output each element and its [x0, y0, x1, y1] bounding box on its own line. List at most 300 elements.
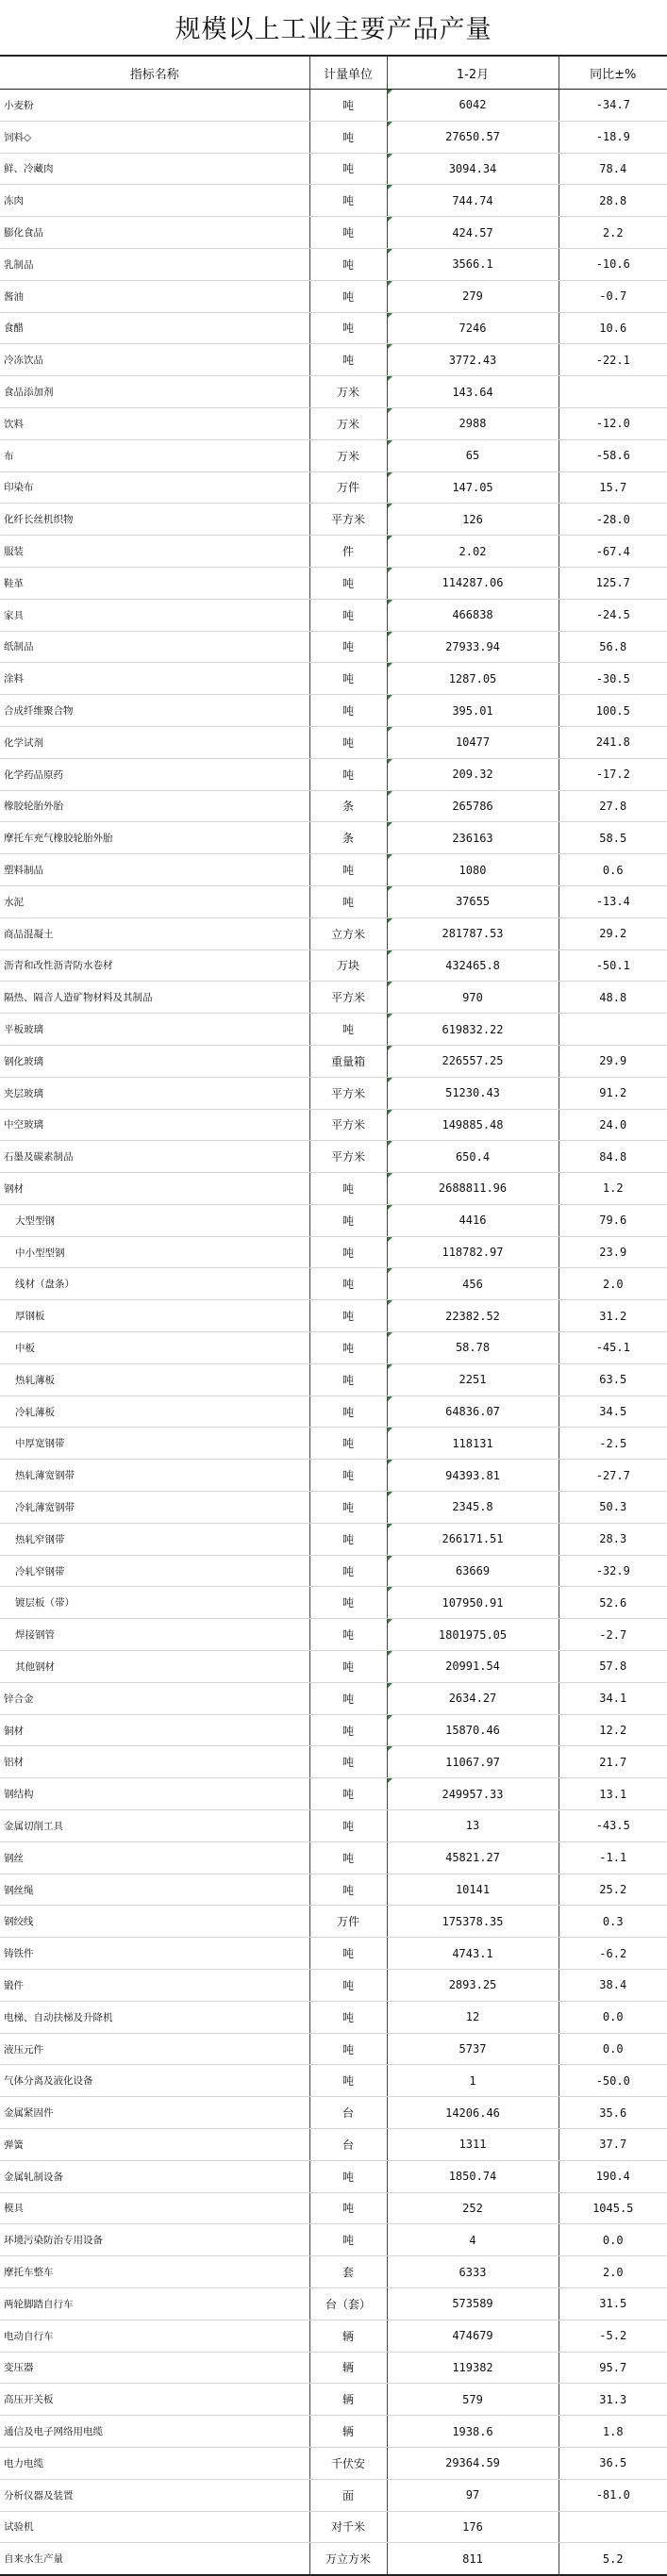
row-unit: 吨: [309, 217, 387, 249]
cell-corner-marker: [388, 249, 392, 254]
row-unit: 吨: [309, 1363, 387, 1395]
row-value: 27650.57: [387, 121, 559, 153]
row-yoy: 13.1: [559, 1778, 667, 1810]
table-row: [0, 1236, 667, 1268]
row-unit: 吨: [309, 153, 387, 185]
row-yoy: 5.2: [559, 2543, 667, 2575]
cell-corner-marker: [388, 1492, 392, 1496]
row-unit: 吨: [309, 1268, 387, 1300]
row-name: 冷轧薄宽钢带: [0, 1492, 309, 1524]
row-yoy: -28.0: [559, 504, 667, 536]
row-value: 424.57: [387, 217, 559, 249]
row-yoy: -12.0: [559, 407, 667, 439]
row-name: 试验机: [0, 2511, 309, 2543]
row-unit: 吨: [309, 2224, 387, 2256]
row-unit: 吨: [309, 663, 387, 695]
table-row: [0, 822, 667, 854]
row-yoy: -81.0: [559, 2479, 667, 2511]
table-row: [0, 2384, 667, 2416]
row-yoy: 0.0: [559, 2001, 667, 2033]
row-value: 2345.8: [387, 1492, 559, 1524]
row-value: 114287.06: [387, 567, 559, 599]
row-yoy: 63.5: [559, 1363, 667, 1395]
row-value: 126: [387, 504, 559, 536]
row-value: 175378.35: [387, 1906, 559, 1938]
table-row: [0, 344, 667, 376]
row-yoy: 0.6: [559, 854, 667, 886]
row-yoy: -1.1: [559, 1841, 667, 1874]
table-row: [0, 121, 667, 153]
row-yoy: 27.8: [559, 790, 667, 822]
row-unit: 吨: [309, 1970, 387, 2002]
row-name: 平板玻璃: [0, 1014, 309, 1046]
cell-corner-marker: [388, 1173, 392, 1178]
row-unit: 吨: [309, 1428, 387, 1460]
table-row: [0, 217, 667, 249]
table-row: [0, 1363, 667, 1395]
row-unit: 万立方米: [309, 2543, 387, 2575]
row-unit: 台: [309, 2097, 387, 2129]
row-yoy: -2.5: [559, 1428, 667, 1460]
row-unit: 吨: [309, 2160, 387, 2192]
row-name: 环境污染防治专用设备: [0, 2224, 309, 2256]
row-yoy: 0.0: [559, 2224, 667, 2256]
row-name: 模具: [0, 2192, 309, 2224]
row-unit: 平方米: [309, 1141, 387, 1173]
row-name: 中小型型钢: [0, 1236, 309, 1268]
row-unit: 吨: [309, 1014, 387, 1046]
row-value: 456: [387, 1268, 559, 1300]
row-name: 金属切削工具: [0, 1810, 309, 1842]
row-yoy: [559, 1014, 667, 1046]
row-name: 弹簧: [0, 2129, 309, 2161]
cell-corner-marker: [388, 1141, 392, 1146]
row-unit: 件: [309, 536, 387, 568]
row-yoy: -43.5: [559, 1810, 667, 1842]
cell-corner-marker: [388, 217, 392, 222]
table-row: [0, 407, 667, 439]
table-row: [0, 726, 667, 758]
row-name: 镀层板（带）: [0, 1587, 309, 1619]
row-value: 45821.27: [387, 1841, 559, 1874]
row-name: 锌合金: [0, 1682, 309, 1714]
cell-corner-marker: [388, 440, 392, 445]
row-name: 小麦粉: [0, 90, 309, 122]
row-yoy: 78.4: [559, 153, 667, 185]
row-yoy: 35.6: [559, 2097, 667, 2129]
row-unit: 吨: [309, 2192, 387, 2224]
table-row: [0, 280, 667, 312]
row-yoy: 2.0: [559, 1268, 667, 1300]
table-row: [0, 854, 667, 886]
table-row: [0, 1555, 667, 1587]
cell-corner-marker: [388, 1460, 392, 1464]
cell-corner-marker: [388, 1014, 392, 1018]
row-name: 气体分离及液化设备: [0, 2065, 309, 2097]
table-row: [0, 1268, 667, 1300]
row-unit: 吨: [309, 1619, 387, 1651]
cell-corner-marker: [388, 1110, 392, 1115]
table-row: [0, 2129, 667, 2161]
table-row: [0, 1300, 667, 1332]
row-value: 1080: [387, 854, 559, 886]
table-row: [0, 599, 667, 631]
row-name: 热轧窄钢带: [0, 1523, 309, 1555]
row-yoy: -45.1: [559, 1332, 667, 1364]
row-unit: 辆: [309, 2416, 387, 2448]
row-unit: 吨: [309, 1555, 387, 1587]
page-title: 规模以上工业主要产品产量: [175, 15, 492, 44]
row-unit: 套: [309, 2256, 387, 2288]
table-row: [0, 248, 667, 280]
row-value: 63669: [387, 1555, 559, 1587]
row-unit: 吨: [309, 599, 387, 631]
row-name: 合成纤维聚合物: [0, 695, 309, 727]
row-yoy: 31.5: [559, 2287, 667, 2320]
table-row: [0, 1619, 667, 1651]
cell-corner-marker: [388, 1046, 392, 1050]
cell-corner-marker: [388, 727, 392, 732]
row-name: 家具: [0, 599, 309, 631]
row-unit: 辆: [309, 2352, 387, 2384]
row-unit: 吨: [309, 1236, 387, 1268]
row-value: 176: [387, 2511, 559, 2543]
cell-corner-marker: [388, 1364, 392, 1369]
cell-corner-marker: [388, 154, 392, 158]
row-name: 印染布: [0, 471, 309, 504]
row-name: 金属轧制设备: [0, 2160, 309, 2192]
row-value: 2688811.96: [387, 1173, 559, 1205]
row-unit: 重量箱: [309, 1045, 387, 1077]
row-yoy: 241.8: [559, 726, 667, 758]
cell-corner-marker: [388, 344, 392, 349]
row-yoy: -17.2: [559, 758, 667, 790]
row-yoy: 2.0: [559, 2256, 667, 2288]
row-unit: 万块: [309, 949, 387, 982]
row-name: 焊接钢管: [0, 1619, 309, 1651]
row-yoy: 91.2: [559, 1077, 667, 1109]
row-value: 249957.33: [387, 1778, 559, 1810]
row-value: 5737: [387, 2033, 559, 2065]
row-name: 钢丝绳: [0, 1874, 309, 1906]
row-value: 573589: [387, 2287, 559, 2320]
table-row: [0, 153, 667, 185]
row-value: 279: [387, 280, 559, 312]
row-yoy: 57.8: [559, 1651, 667, 1683]
row-unit: 吨: [309, 90, 387, 122]
row-yoy: -24.5: [559, 599, 667, 631]
cell-corner-marker: [388, 1300, 392, 1305]
row-yoy: 29.9: [559, 1045, 667, 1077]
row-name: 橡胶轮胎外胎: [0, 790, 309, 822]
table-row: [0, 1395, 667, 1428]
row-value: 37655: [387, 885, 559, 917]
row-name: 铸铁件: [0, 1938, 309, 1970]
table-row: [0, 1874, 667, 1906]
row-yoy: [559, 376, 667, 408]
row-unit: 吨: [309, 1460, 387, 1492]
row-name: 水泥: [0, 885, 309, 917]
cell-corner-marker: [388, 376, 392, 381]
cell-corner-marker: [388, 950, 392, 955]
table-row: [0, 1778, 667, 1810]
cell-corner-marker: [388, 1396, 392, 1401]
row-unit: 万件: [309, 471, 387, 504]
row-unit: 吨: [309, 1778, 387, 1810]
row-name: 鞋革: [0, 567, 309, 599]
row-unit: 吨: [309, 1874, 387, 1906]
row-unit: 平方米: [309, 504, 387, 536]
row-unit: 吨: [309, 344, 387, 376]
table-row: [0, 2001, 667, 2033]
row-unit: 吨: [309, 1746, 387, 1778]
row-yoy: -30.5: [559, 663, 667, 695]
row-value: 3566.1: [387, 248, 559, 280]
row-unit: 辆: [309, 2384, 387, 2416]
table-row: [0, 1970, 667, 2002]
header-unit: 计量单位: [309, 56, 387, 90]
table-row: [0, 917, 667, 949]
row-name: 液压元件: [0, 2033, 309, 2065]
row-name: 隔热、隔音人造矿物材料及其制品: [0, 982, 309, 1014]
row-yoy: -58.6: [559, 439, 667, 471]
row-name: 高压开关板: [0, 2384, 309, 2416]
row-yoy: -67.4: [559, 536, 667, 568]
row-value: 149885.48: [387, 1109, 559, 1141]
cell-corner-marker: [388, 568, 392, 572]
row-yoy: -0.7: [559, 280, 667, 312]
cell-corner-marker: [388, 1587, 392, 1592]
row-name: 膨化食品: [0, 217, 309, 249]
production-table: [0, 55, 667, 2576]
cell-corner-marker: [388, 791, 392, 796]
row-name: 中厚宽钢带: [0, 1428, 309, 1460]
row-unit: 平方米: [309, 1077, 387, 1109]
row-yoy: 1045.5: [559, 2192, 667, 2224]
row-name: 酱油: [0, 280, 309, 312]
row-value: 474679: [387, 2320, 559, 2352]
row-unit: 万件: [309, 1906, 387, 1938]
cell-corner-marker: [388, 504, 392, 508]
table-row: [0, 1492, 667, 1524]
row-value: 20991.54: [387, 1651, 559, 1683]
row-yoy: 31.2: [559, 1300, 667, 1332]
row-name: 冻肉: [0, 185, 309, 217]
cell-corner-marker: [388, 90, 392, 94]
table-row: [0, 1938, 667, 1970]
row-value: 13: [387, 1810, 559, 1842]
row-unit: 吨: [309, 1300, 387, 1332]
row-yoy: 84.8: [559, 1141, 667, 1173]
row-yoy: 95.7: [559, 2352, 667, 2384]
row-value: 650.4: [387, 1141, 559, 1173]
cell-corner-marker: [388, 1205, 392, 1210]
row-value: 236163: [387, 822, 559, 854]
table-row: [0, 1332, 667, 1364]
cell-corner-marker: [388, 663, 392, 668]
cell-corner-marker: [388, 982, 392, 986]
row-value: 2988: [387, 407, 559, 439]
row-name: 其他钢材: [0, 1651, 309, 1683]
row-yoy: -6.2: [559, 1938, 667, 1970]
row-value: 1311: [387, 2129, 559, 2161]
cell-corner-marker: [388, 1651, 392, 1656]
row-value: 6333: [387, 2256, 559, 2288]
row-unit: 吨: [309, 758, 387, 790]
row-yoy: -5.2: [559, 2320, 667, 2352]
table-row: [0, 2320, 667, 2352]
row-unit: 万米: [309, 407, 387, 439]
cell-corner-marker: [388, 472, 392, 477]
row-name: 商品混凝土: [0, 917, 309, 949]
row-yoy: 34.5: [559, 1395, 667, 1428]
row-yoy: 50.3: [559, 1492, 667, 1524]
row-value: 744.74: [387, 185, 559, 217]
row-value: 3772.43: [387, 344, 559, 376]
row-name: 钢丝: [0, 1841, 309, 1874]
row-value: 147.05: [387, 471, 559, 504]
row-unit: 吨: [309, 185, 387, 217]
row-yoy: 29.2: [559, 917, 667, 949]
table-row: [0, 2033, 667, 2065]
row-name: 夹层玻璃: [0, 1077, 309, 1109]
row-value: 266171.51: [387, 1523, 559, 1555]
row-unit: 吨: [309, 1204, 387, 1236]
cell-corner-marker: [388, 632, 392, 636]
row-yoy: -34.7: [559, 90, 667, 122]
cell-corner-marker: [388, 886, 392, 891]
row-name: 鲜、冷藏肉: [0, 153, 309, 185]
row-yoy: 79.6: [559, 1204, 667, 1236]
row-value: 15870.46: [387, 1714, 559, 1746]
row-name: 铜材: [0, 1714, 309, 1746]
cell-corner-marker: [388, 854, 392, 859]
row-name: 热轧薄宽钢带: [0, 1460, 309, 1492]
row-name: 布: [0, 439, 309, 471]
row-yoy: 125.7: [559, 567, 667, 599]
row-unit: 吨: [309, 885, 387, 917]
row-yoy: -22.1: [559, 344, 667, 376]
table-row: [0, 631, 667, 663]
row-name: 冷轧薄板: [0, 1395, 309, 1428]
row-yoy: 12.2: [559, 1714, 667, 1746]
row-name: 纸制品: [0, 631, 309, 663]
table-row: [0, 471, 667, 504]
row-yoy: 1.8: [559, 2416, 667, 2448]
table-row: [0, 2097, 667, 2129]
row-name: 电梯、自动扶梯及升降机: [0, 2001, 309, 2033]
cell-corner-marker: [388, 1619, 392, 1624]
row-yoy: 34.1: [559, 1682, 667, 1714]
row-yoy: 37.7: [559, 2129, 667, 2161]
cell-corner-marker: [388, 759, 392, 764]
row-yoy: 25.2: [559, 1874, 667, 1906]
row-name: 化纤长丝机织物: [0, 504, 309, 536]
row-value: 619832.22: [387, 1014, 559, 1046]
table-row: [0, 1077, 667, 1109]
row-value: 209.32: [387, 758, 559, 790]
table-row: [0, 1841, 667, 1874]
row-unit: 台: [309, 2129, 387, 2161]
table-row: [0, 312, 667, 344]
cell-corner-marker: [388, 695, 392, 700]
row-yoy: 100.5: [559, 695, 667, 727]
row-unit: 吨: [309, 726, 387, 758]
row-value: 811: [387, 2543, 559, 2575]
row-name: 化学试剂: [0, 726, 309, 758]
table-row: [0, 567, 667, 599]
row-unit: 面: [309, 2479, 387, 2511]
row-value: 4: [387, 2224, 559, 2256]
row-value: 432465.8: [387, 949, 559, 982]
row-value: 97: [387, 2479, 559, 2511]
row-value: 143.64: [387, 376, 559, 408]
row-name: 变压器: [0, 2352, 309, 2384]
row-name: 线材（盘条）: [0, 1268, 309, 1300]
row-unit: 条: [309, 822, 387, 854]
row-value: 2251: [387, 1363, 559, 1395]
row-name: 钢材: [0, 1173, 309, 1205]
row-unit: 吨: [309, 1938, 387, 1970]
table-row: [0, 2065, 667, 2097]
table-row: [0, 2192, 667, 2224]
row-yoy: 52.6: [559, 1587, 667, 1619]
row-yoy: 15.7: [559, 471, 667, 504]
row-name: 锻件: [0, 1970, 309, 2002]
row-value: 29364.59: [387, 2447, 559, 2479]
row-value: 1850.74: [387, 2160, 559, 2192]
row-value: 579: [387, 2384, 559, 2416]
table-row: [0, 1682, 667, 1714]
row-unit: 辆: [309, 2320, 387, 2352]
row-name: 金属紧固件: [0, 2097, 309, 2129]
table-row: [0, 1587, 667, 1619]
row-unit: 吨: [309, 1651, 387, 1683]
row-yoy: 36.5: [559, 2447, 667, 2479]
table-row: [0, 90, 667, 122]
row-name: 服装: [0, 536, 309, 568]
row-value: 27933.94: [387, 631, 559, 663]
table-row: [0, 1810, 667, 1842]
row-yoy: 2.2: [559, 217, 667, 249]
row-name: 自来水生产量: [0, 2543, 309, 2575]
cell-corner-marker: [388, 600, 392, 604]
row-value: 22382.52: [387, 1300, 559, 1332]
row-unit: 吨: [309, 1682, 387, 1714]
row-unit: 万米: [309, 376, 387, 408]
row-value: 94393.81: [387, 1460, 559, 1492]
row-unit: 吨: [309, 1587, 387, 1619]
cell-corner-marker: [388, 1556, 392, 1560]
cell-corner-marker: [388, 822, 392, 827]
row-unit: 吨: [309, 2033, 387, 2065]
row-name: 塑料制品: [0, 854, 309, 886]
row-yoy: -2.7: [559, 1619, 667, 1651]
row-yoy: -32.9: [559, 1555, 667, 1587]
table-row: [0, 2416, 667, 2448]
table-row: [0, 2447, 667, 2479]
row-unit: 吨: [309, 631, 387, 663]
row-unit: 吨: [309, 2065, 387, 2097]
row-name: 厚钢板: [0, 1300, 309, 1332]
row-yoy: -13.4: [559, 885, 667, 917]
table-row: [0, 1428, 667, 1460]
cell-corner-marker: [388, 408, 392, 413]
row-value: 119382: [387, 2352, 559, 2384]
row-name: 涂料: [0, 663, 309, 695]
row-value: 2.02: [387, 536, 559, 568]
table-row: [0, 758, 667, 790]
